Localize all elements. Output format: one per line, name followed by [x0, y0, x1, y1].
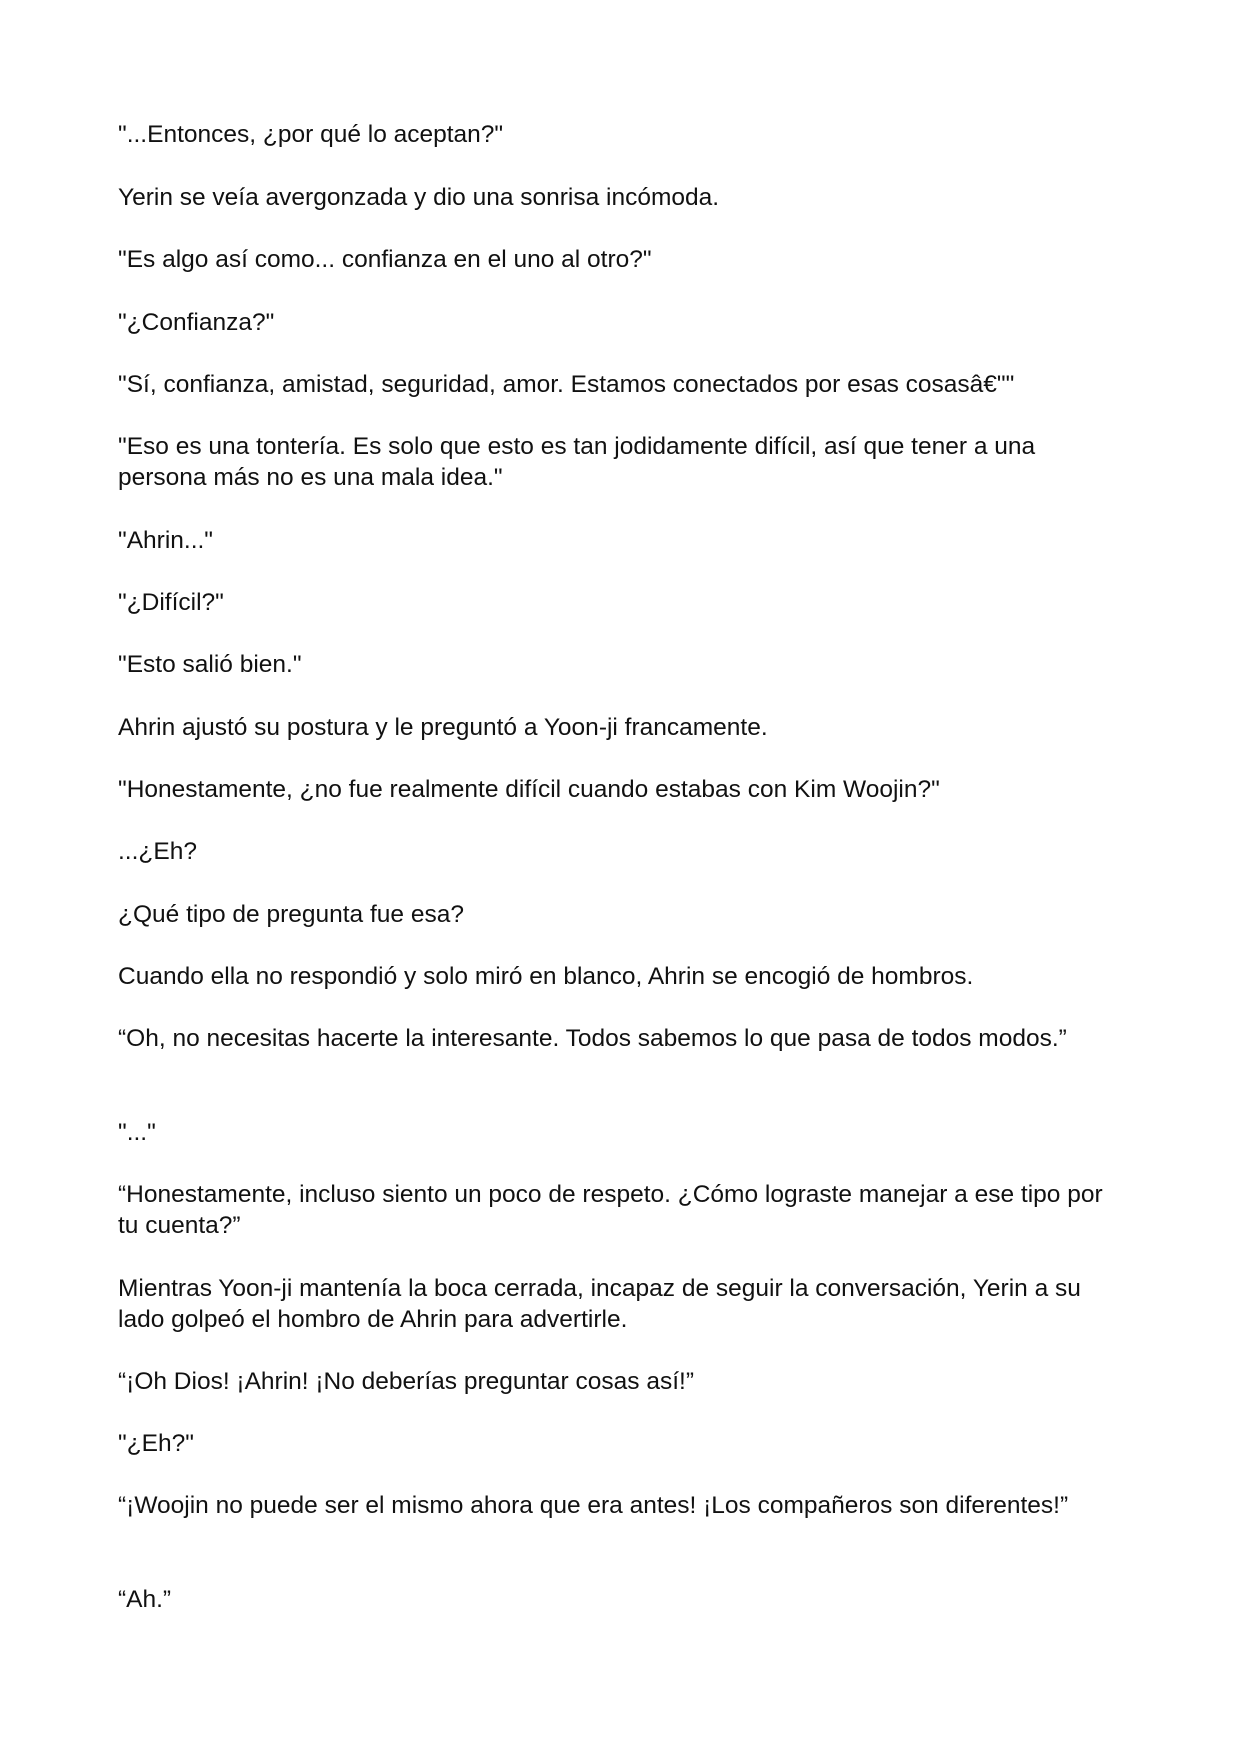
paragraph-15: “Oh, no necesitas hacerte la interesante. Todos sabemos lo que pasa de todos modos.”: [118, 1025, 1067, 1052]
paragraph-22: “Ah.”: [118, 1586, 172, 1613]
paragraph-17: “Honestamente, incluso siento un poco de respeto. ¿Cómo lograste manejar a ese tipo por tu cuenta?”: [118, 1181, 1103, 1239]
paragraph-8: "¿Difícil?": [118, 589, 224, 616]
paragraph-19: “¡Oh Dios! ¡Ahrin! ¡No deberías preguntar cosas así!”: [118, 1368, 694, 1395]
paragraph-14: Cuando ella no respondió y solo miró en blanco, Ahrin se encogió de hombros.: [118, 963, 974, 990]
paragraph-5: "Sí, confianza, amistad, seguridad, amor. Estamos conectados por esas cosasâ€"": [118, 371, 1015, 398]
paragraph-6: "Eso es una tontería. Es solo que esto es tan jodidamente difícil, así que tener a una persona más no es una mala idea.": [118, 433, 1036, 491]
paragraph-2: Yerin se veía avergonzada y dio una sonrisa incómoda.: [118, 184, 720, 211]
paragraph-13: ¿Qué tipo de pregunta fue esa?: [118, 901, 464, 928]
paragraph-3: "Es algo así como... confianza en el uno al otro?": [118, 246, 652, 273]
paragraph-10: Ahrin ajustó su postura y le preguntó a Yoon-ji francamente.: [118, 714, 768, 741]
paragraph-9: "Esto salió bien.": [118, 651, 302, 678]
paragraph-11: "Honestamente, ¿no fue realmente difícil cuando estabas con Kim Woojin?": [118, 776, 940, 803]
paragraph-12: ...¿Eh?: [118, 838, 197, 865]
paragraph-16: "...": [118, 1119, 156, 1146]
paragraph-7: "Ahrin...": [118, 527, 214, 554]
paragraph-20: "¿Eh?": [118, 1430, 194, 1457]
paragraph-21: “¡Woojin no puede ser el mismo ahora que era antes! ¡Los compañeros son diferentes!”: [118, 1492, 1069, 1519]
paragraph-4: "¿Confianza?": [118, 309, 275, 336]
paragraph-18: Mientras Yoon-ji mantenía la boca cerrada, incapaz de seguir la conversación, Yerin a su lado golpeó el hombro de Ahrin para advertirle.: [118, 1275, 1081, 1333]
paragraph-1: "...Entonces, ¿por qué lo aceptan?": [118, 121, 504, 148]
